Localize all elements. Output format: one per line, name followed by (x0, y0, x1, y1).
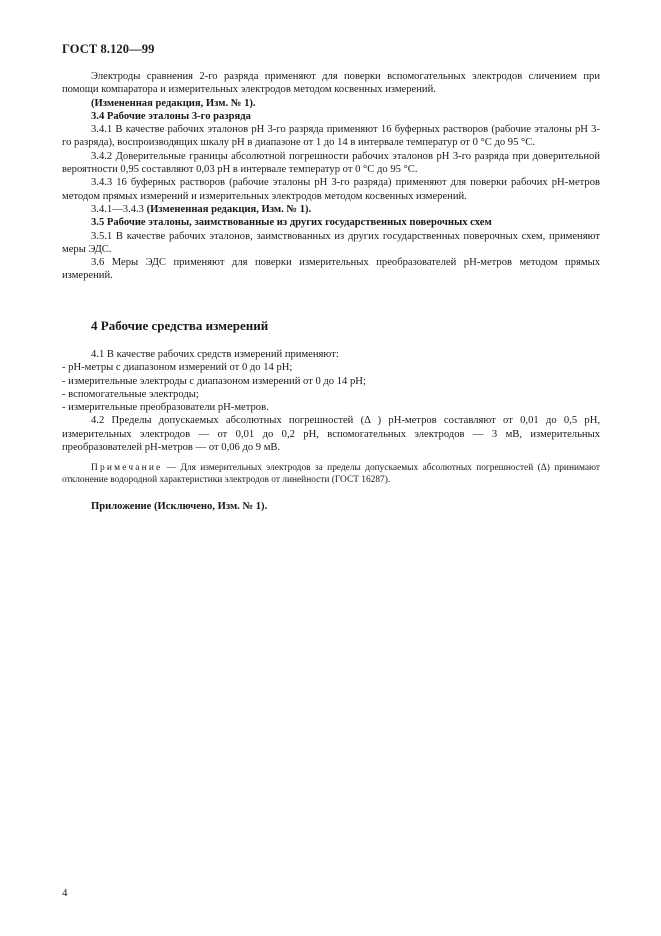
appendix-note: Приложение (Исключено, Изм. № 1). (91, 501, 268, 512)
page-number: 4 (62, 887, 68, 899)
paragraph: 3.4.3 16 буферных растворов (рабочие эталоны рН 3-го разряда) применяют для поверки рабочих рН-метров методом прямых измерений и измерительных электродов методом косвенных измерений. (62, 177, 600, 202)
list-item: - измерительные электроды с диапазоном измерений от 0 до 14 рН; (62, 375, 366, 387)
paragraph: 3.6 Меры ЭДС применяют для поверки измерительных преобразователей рН-метров методом прямых измерений. (62, 257, 600, 282)
list-item: - рН-метры с диапазоном измерений от 0 до 14 рН; (62, 362, 293, 374)
appendix-block (62, 500, 600, 513)
section-heading: 4 Рабочие средства измерений (91, 318, 269, 333)
list-item: - вспомогательные электроды; (62, 388, 199, 400)
paragraph: 3.4.1 В качестве рабочих эталонов рН 3-го разряда применяют 16 буферных растворов (рабочие эталоны рН 3-го разряда), воспроизводящих шкалу рН в диапазоне от 1 до 14 в интервале температур от 0 °С до 95 °С. (62, 124, 600, 149)
amendment-note: (Измененная редакция, Изм. № 1). (91, 97, 256, 109)
paragraph: 4.2 Пределы допускаемых абсолютных погрешностей (Δ ) рН-метров составляют от 0,01 до 0,5 рН, измерительных электродов — от 0,01 до 0,2 рН, вспомогательных электродов — 3 мВ, измерительных преобразователей рН-метров — от 0,06 до 9 мВ. (62, 415, 600, 454)
subsection-heading: 3.4 Рабочие эталоны 3-го разряда (91, 110, 251, 122)
note-block (62, 462, 600, 486)
note (62, 462, 600, 486)
document-header: ГОСТ 8.120—99 (62, 42, 155, 56)
paragraph: 3.5.1 В качестве рабочих эталонов, заимствованных из других государственных поверочных схем, применяют меры ЭДС. (62, 230, 600, 255)
amendment-range: 3.4.1—3.4.3 (91, 203, 147, 215)
paragraph: 4.1 В качестве рабочих средств измерений применяют: (91, 349, 339, 360)
section-4-text (62, 348, 600, 454)
section-3-text (62, 70, 600, 283)
subsection-heading: 3.5 Рабочие эталоны, заимствованные из других государственных поверочных схем (91, 217, 492, 229)
note-label: Примечание (91, 463, 163, 473)
amendment-note (62, 203, 600, 216)
amendment-text: (Измененная редакция, Изм. № 1). (146, 203, 312, 215)
paragraph: Электроды сравнения 2-го разряда применяют для поверки вспомогательных электродов сличением при помощи компаратора и измерительных электродов методом косвенных измерений. (62, 71, 600, 96)
list-item: - измерительные преобразователи рН-метров. (62, 402, 269, 414)
note-text: — Для измерительных электродов за пределы допускаемых абсолютных погрешностей (Δ) принимают отклонение водородной характеристики электродов от линейности (ГОСТ 16287). (62, 463, 600, 486)
paragraph: 3.4.2 Доверительные границы абсолютной погрешности рабочих эталонов рН 3-го разряда при доверительной вероятности 0,95 составляют 0,03 рН в интервале температур от 0 °С до 95 °С. (62, 150, 600, 176)
